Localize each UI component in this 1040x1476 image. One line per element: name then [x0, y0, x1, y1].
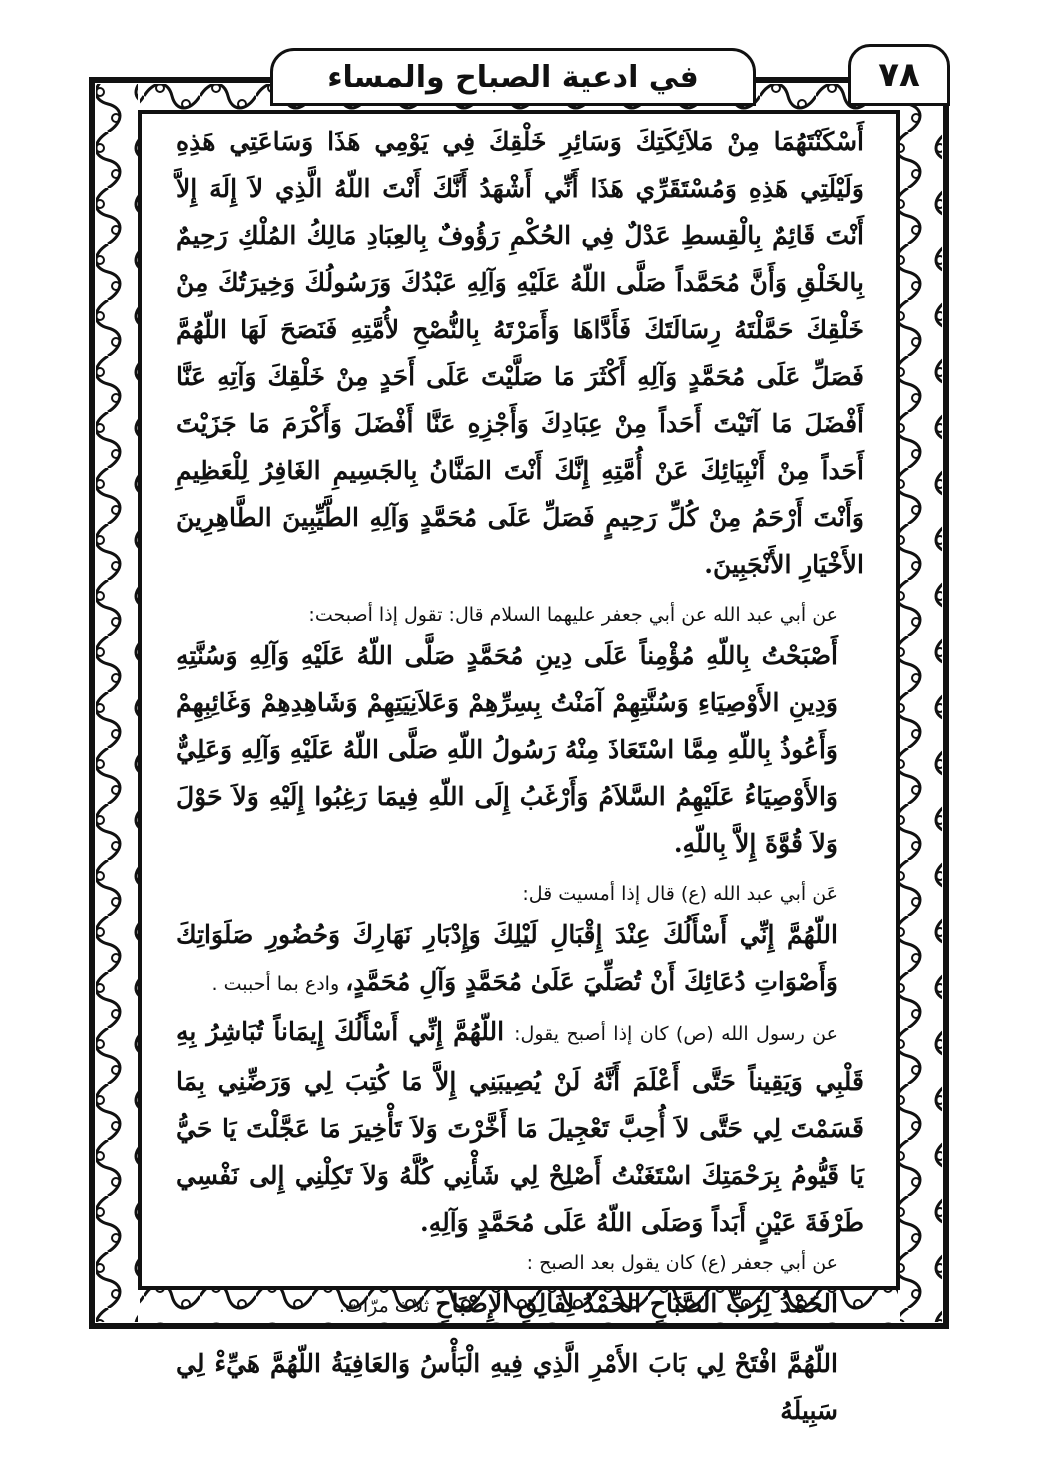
prayer-paragraph-2: أَصْبَحْتُ بِاللّهِ مُؤْمِناً عَلَى دِينِ مُحَمَّدٍ صَلَّى اللّهُ عَلَيْهِ وَآلِهِ وَسُنَّتِهِ وَدِينِ الأَوْصِيَاءِ وَسُنَّتِهِمْ آمَنْتُ بِسِرِّهِمْ وَعَلاَنِيَتِهِمْ وَشَاهِدِهِمْ وَغَائِبِهِمْ وَأَعُوذُ بِاللّهِ مِمَّا اسْتَعَاذَ مِنْهُ رَسُولُ اللّهِ صَلَّى اللّهُ عَلَيْهِ وَآلِهِ وَعَلِيٌّ وَالأَوْصِيَاءُ عَلَيْهِمُ السَّلاَمُ وَأَرْغَبُ إِلَى اللّهِ فِيمَا رَغِبُوا إِلَيْهِ وَلاَ حَوْلَ وَلاَ قُوَّةَ إِلاَّ بِاللّهِ. [176, 641, 838, 858]
prayer-3-text: اللّهُمَّ إِنِّي أَسْأَلُكَ عِنْدَ إِقْبَالِ لَيْلِكَ وَإِدْبَارِ نَهَارِكَ وَحُضُورِ صَلَوَاتِكَ وَأَصْوَاتِ دُعَائِكَ أَنْ تُصَلِّيَ عَلَىٰ مُحَمَّدٍ وَآلِ مُحَمَّدٍ، [176, 920, 838, 996]
page-title: في ادعية الصباح والمساء [270, 48, 756, 106]
prayer-paragraph-4 [176, 1008, 864, 1246]
prayer-paragraph-3 [176, 911, 864, 1008]
prayer-5-note: ثلاث مرّات. [338, 1295, 436, 1317]
narration-3: عن رسول الله (ص) كان إذا أصبح يقول: [514, 1023, 838, 1045]
prayer-5-text: الحَمْدُ لِرَبِّ الصَّبَاحِ الحَمْدُ لِفَالِقِ الإِصْبَاحِ [435, 1289, 838, 1318]
prayer-paragraph-6: اللّهُمَّ افْتَحْ لِي بَابَ الأَمْرِ الَّذِي فِيهِ الْبَأْسُ وَالعَافِيَةُ اللّهُمَّ هَيِّءْ لِي سَبِيلَهُ [176, 1349, 838, 1425]
prayer-paragraph-1: أَسْكَنْتَهُمَا مِنْ مَلاَئِكَتِكَ وَسَائِرِ خَلْقِكَ فِي يَوْمِي هَذَا وَسَاعَتِي هَذِهِ وَلَيْلَتِي هَذِهِ وَمُسْتَقَرِّي هَذَا أَنِّي أَشْهَدُ أَنَّكَ أَنْتَ اللّهُ الَّذِي لاَ إِلَهَ إِلاَّ أَنْتَ قَائِمٌ بِالْقِسطِ عَدْلٌ فِي الحُكْمِ رَؤُوفٌ بِالعِبَادِ مَالِكُ المُلْكِ رَحِيمٌ بِالخَلْقِ وَأَنَّ مُحَمَّداً صَلَّى اللّهُ عَلَيْهِ وَآلِهِ عَبْدُكَ وَرَسُولُكَ وَخِيرَتُكَ مِنْ خَلْقِكَ حَمَّلْتَهُ رِسَالَتَكَ فَأَدَّاهَا وَأَمَرْتَهُ بِالنُّصْحِ لأُمَّتِهِ فَنَصَحَ لَهَا اللّهُمَّ فَصَلِّ عَلَى مُحَمَّدٍ وَآلِهِ أَكْثَرَ مَا صَلَّيْتَ عَلَى أَحَدٍ مِنْ خَلْقِكَ وَآتِهِ عَنَّا أَفْضَلَ مَا آتَيْتَ أَحَداً مِنْ عِبَادِكَ وَأَجْزِهِ عَنَّا أَفْضَلَ وَأَكْرَمَ مَا جَزَيْتَ أَحَداً مِنْ أَنْبِيَائِكَ عَنْ أُمَّتِهِ إِنَّكَ أَنْتَ المَنَّانُ بِالجَسِيمِ الغَافِرُ لِلْعَظِيمِ وَأَنْتَ أَرْحَمُ مِنْ كُلِّ رَحِيمٍ فَصَلِّ عَلَى مُحَمَّدٍ وَآلِهِ الطَّيِّبِينَ الطَّاهِرِينَ الأَخْيَارِ الأَنْجَبِينَ. [176, 127, 864, 579]
prayer-4-text: اللّهُمَّ إِنِّي أَسْأَلُكَ إِيمَاناً تُبَاشِرُ بِهِ قَلْبِي وَيَقِيناً حَتَّى أَعْلَمَ أَنَّهُ لَنْ يُصِيبَنِي إِلاَّ مَا كُتِبَ لِي وَرَضِّنِي بِمَا قَسَمْتَ لِي حَتَّى لاَ أُحِبَّ تَعْجِيلَ مَا أَخَّرْتَ وَلاَ تَأْخِيرَ مَا عَجَّلْتَ يَا حَيُّ يَا قَيُّومُ بِرَحْمَتِكَ اسْتَغَنْتُ أَصْلِحْ لِي شَأْنِي كُلَّهُ وَلاَ تَكِلْنِي إِلى نَفْسِي طَرْفَةَ عَيْنٍ أَبَداً وَصَلَى اللّهُ عَلَى مُحَمَّدٍ وَآلِهِ. [176, 1017, 864, 1237]
narration-2: عَن أبي عبد الله (ع) قال إذا أمسيت قل: [522, 883, 838, 905]
narration-1: عن أبي عبد الله عن أبي جعفر عليهما السلام قال: تقول إذا أصبحت: [308, 604, 838, 626]
page-number: ٧٨ [848, 44, 950, 106]
prayer-3-note: وادع بما أحببت . [211, 973, 346, 995]
narration-4: عن أبي جعفر (ع) كان يقول بعد الصبح : [526, 1252, 838, 1274]
prayer-paragraph-5 [176, 1280, 864, 1330]
page-header [90, 40, 950, 106]
page-content [176, 118, 864, 1425]
